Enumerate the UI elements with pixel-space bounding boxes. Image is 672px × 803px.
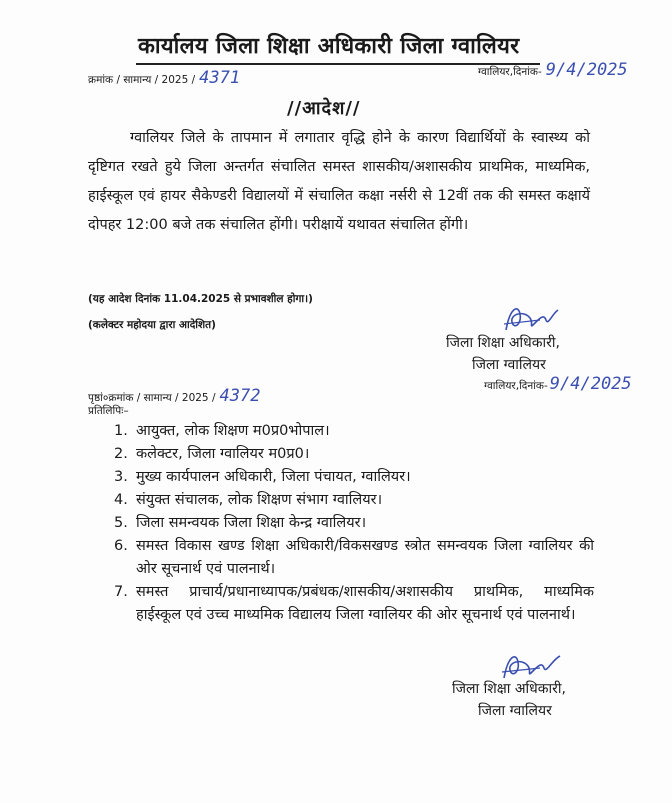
endorsement-reference: [88, 386, 260, 406]
endorsement-reference-label: पृष्ठां०क्रमांक / सामान्य / 2025 /: [88, 392, 216, 404]
copy-to-label: प्रतिलिपिः–: [88, 405, 129, 417]
recipient-item: 1. आयुक्त, लोक शिक्षण म0प्र0भोपाल।: [114, 423, 330, 439]
recipient-item: 7. समस्त प्राचार्य/प्रधानाध्यापक/प्रबंधक/शासकीय/अशासकीय प्राथमिक, माध्यमिक हाईस्कूल एवं उच्च माध्यमिक विद्यालय जिला ग्वालियर की ओर सूचनार्थ एवं पालनार्थ।: [114, 584, 594, 623]
signatory-district: जिला ग्वालियर: [472, 357, 546, 373]
recipient-item: 4. संयुक्त संचालक, लोक शिक्षण संभाग ग्वालियर।: [114, 492, 383, 508]
endorsement-reference-number: 4372: [219, 386, 261, 406]
order-reference-label: क्रमांक / सामान्य / 2025 /: [88, 74, 196, 86]
recipient-item: 6. समस्त विकास खण्ड शिक्षा अधिकारी/विकसखण्ड स्त्रोत समन्वयक जिला ग्वालियर की ओर सूचनार्थ एवं पालनार्थ।: [114, 538, 594, 577]
signature-block-1: [446, 332, 560, 376]
signature-block-2: [452, 678, 566, 722]
order-body-text: ग्वालियर जिले के तापमान में लगातार वृद्धि होने के कारण विद्यार्थियों के स्वास्थ्य को दृष्टिगत रखते हुये जिला अन्तर्गत संचालित समस्त शासकीय/अशासकीय प्राथमिक, माध्यमिक, हाईस्कूल एवं हायर सैकेण्डरी विद्यालयों में संचालित कक्षा नर्सरी से 12वीं तक की समस्त कक्षायें दोपहर 12:00 बजे तक संचालित होंगी। परीक्षायें यथावत संचालित होंगी।: [88, 130, 590, 233]
order-date-handwritten: 9/4/2025: [545, 60, 628, 80]
order-place-date-label: ग्वालियर,दिनांक-: [478, 66, 542, 78]
order-body: [88, 124, 590, 240]
note-effective-date: (यह आदेश दिनांक 11.04.2025 से प्रभावशील होगा।): [88, 293, 313, 305]
office-title: कार्यालय जिला शिक्षा अधिकारी जिला ग्वालियर: [138, 34, 520, 59]
signatory-title: जिला शिक्षा अधिकारी,: [446, 335, 560, 351]
order-reference: [88, 68, 240, 88]
recipient-item: 3. मुख्य कार्यपालन अधिकारी, जिला पंचायत, ग्वालियर।: [114, 469, 411, 485]
order-place-date: [478, 60, 628, 80]
signature-date-handwritten: 9/4/2025: [549, 374, 632, 394]
order-heading: //आदेश//: [287, 98, 361, 119]
signature-place-date: [484, 374, 632, 394]
signatory-district: जिला ग्वालियर: [478, 703, 552, 719]
recipient-item: 2. कलेक्टर, जिला ग्वालियर म0प्र0।: [114, 446, 310, 462]
recipient-item: 5. जिला समन्वयक जिला शिक्षा केन्द्र ग्वालियर।: [114, 515, 367, 531]
signature-place-date-label: ग्वालियर,दिनांक-: [484, 380, 548, 392]
recipient-list: [114, 420, 594, 627]
signatory-title: जिला शिक्षा अधिकारी,: [452, 681, 566, 697]
order-reference-number: 4371: [199, 68, 241, 88]
note-collector-order: (कलेक्टर महोदया द्वारा आदेशित): [88, 319, 216, 331]
